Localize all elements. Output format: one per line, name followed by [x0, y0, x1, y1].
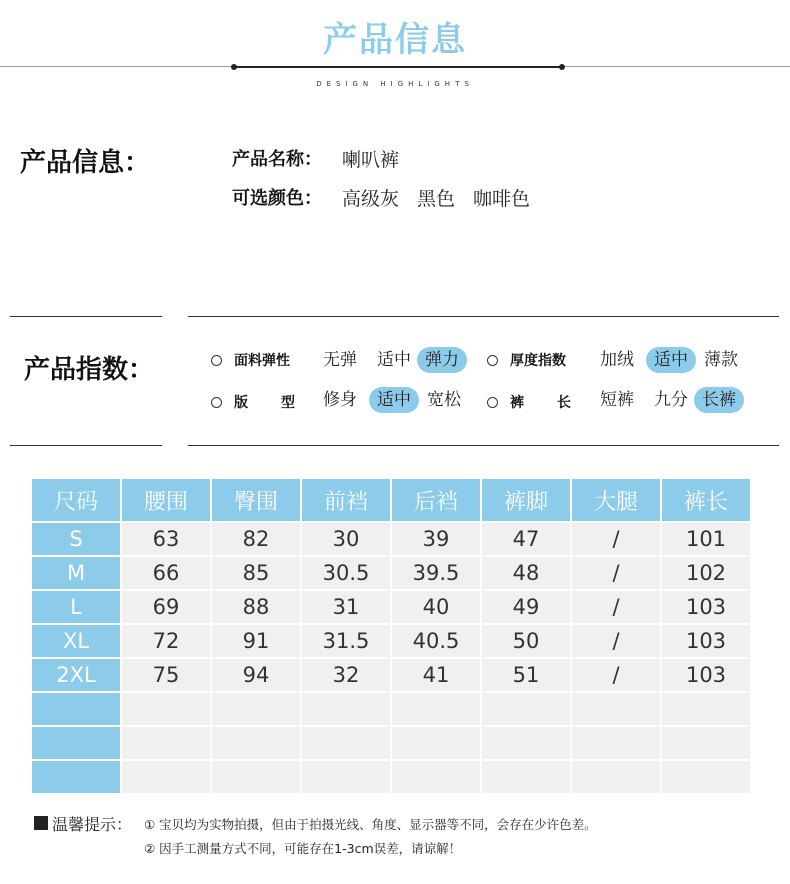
table-cell: 50 — [482, 625, 570, 657]
color-option: 黑色 — [417, 188, 456, 210]
table-cell: 31 — [302, 591, 390, 623]
table-cell: 103 — [662, 659, 750, 691]
table-header-cell: 腰围 — [122, 479, 210, 521]
table-cell: 41 — [392, 659, 480, 691]
table-cell — [572, 727, 660, 759]
length-label: 裤 — [510, 395, 524, 411]
table-cell: 31.5 — [302, 625, 390, 657]
thickness-selected: 适中 — [646, 347, 696, 373]
table-cell: / — [572, 659, 660, 691]
table-header-cell: 后裆 — [392, 479, 480, 521]
table-cell: 103 — [662, 625, 750, 657]
table-cell: 48 — [482, 557, 570, 589]
table-header-cell: 尺码 — [32, 479, 120, 521]
notice-item: ① 宝贝均为实物拍摄，但由于拍摄光线、角度、显示器等不同，会存在少许色差。 — [144, 817, 597, 832]
elasticity-selected: 弹力 — [417, 347, 467, 373]
table-cell — [482, 761, 570, 793]
size-table — [30, 477, 752, 795]
table-cell — [572, 693, 660, 725]
notice-square-icon — [34, 816, 48, 830]
elasticity-option: 适中 — [377, 350, 411, 370]
table-cell — [212, 693, 300, 725]
table-cell — [302, 693, 390, 725]
table-cell: 30.5 — [302, 557, 390, 589]
table-cell: 88 — [212, 591, 300, 623]
header-accent-line — [234, 66, 562, 68]
page-subtitle: DESIGN HIGHLIGHTS — [316, 80, 474, 88]
table-cell — [392, 693, 480, 725]
table-cell: 40.5 — [392, 625, 480, 657]
table-cell — [392, 727, 480, 759]
bullet-circle-icon — [211, 355, 222, 366]
table-cell: 72 — [122, 625, 210, 657]
elasticity-label: 面料弹性 — [234, 353, 290, 369]
thickness-option: 薄款 — [704, 350, 738, 370]
color-option: 高级灰 — [342, 188, 400, 210]
size-cell: M — [32, 557, 120, 589]
table-cell — [122, 761, 210, 793]
table-cell: 39 — [392, 523, 480, 555]
table-cell: 91 — [212, 625, 300, 657]
table-cell — [212, 727, 300, 759]
table-row — [32, 727, 750, 759]
table-cell — [482, 727, 570, 759]
table-cell: 30 — [302, 523, 390, 555]
table-cell: / — [572, 523, 660, 555]
table-cell: 69 — [122, 591, 210, 623]
table-cell — [302, 761, 390, 793]
divider-left-bottom — [10, 445, 162, 446]
table-cell: 39.5 — [392, 557, 480, 589]
size-cell: 2XL — [32, 659, 120, 691]
table-cell — [662, 761, 750, 793]
indices-heading: 产品指数： — [24, 355, 155, 385]
bullet-circle-icon — [487, 355, 498, 366]
size-cell — [32, 693, 120, 725]
table-header-row — [32, 479, 750, 521]
table-cell: 63 — [122, 523, 210, 555]
table-cell — [662, 727, 750, 759]
table-cell: 102 — [662, 557, 750, 589]
bullet-circle-icon — [211, 397, 222, 408]
table-cell: 47 — [482, 523, 570, 555]
table-header-cell: 前裆 — [302, 479, 390, 521]
fit-selected: 适中 — [369, 387, 419, 413]
size-cell — [32, 727, 120, 759]
name-label: 产品名称： — [232, 149, 322, 170]
table-cell — [392, 761, 480, 793]
table-header-cell: 裤长 — [662, 479, 750, 521]
size-cell: XL — [32, 625, 120, 657]
table-cell: 40 — [392, 591, 480, 623]
color-option: 咖啡色 — [473, 188, 531, 210]
page-title: 产品信息 — [323, 20, 467, 60]
table-cell — [122, 693, 210, 725]
thickness-option: 加绒 — [600, 350, 634, 370]
notice-label: 温馨提示： — [52, 815, 133, 834]
table-row — [32, 523, 750, 555]
table-cell — [482, 693, 570, 725]
table-cell: 101 — [662, 523, 750, 555]
table-cell — [662, 693, 750, 725]
table-cell: 49 — [482, 591, 570, 623]
divider-right-bottom — [188, 445, 779, 446]
divider-right-top — [188, 316, 779, 317]
line-dot-right — [559, 64, 565, 70]
elasticity-option: 无弹 — [323, 350, 357, 370]
table-cell: / — [572, 625, 660, 657]
table-header-cell: 臀围 — [212, 479, 300, 521]
table-cell: 32 — [302, 659, 390, 691]
divider-left-top — [10, 316, 162, 317]
bullet-circle-icon — [487, 397, 498, 408]
table-cell: 85 — [212, 557, 300, 589]
table-cell — [572, 761, 660, 793]
name-value: 喇叭裤 — [342, 149, 400, 171]
table-header-cell: 裤脚 — [482, 479, 570, 521]
fit-option: 修身 — [323, 390, 357, 410]
table-cell: 103 — [662, 591, 750, 623]
fit-label: 版 — [234, 395, 248, 411]
table-cell — [122, 727, 210, 759]
fit-label: 型 — [281, 395, 295, 411]
info-heading: 产品信息： — [20, 148, 151, 178]
size-cell: L — [32, 591, 120, 623]
fit-option: 宽松 — [427, 390, 461, 410]
table-cell: / — [572, 557, 660, 589]
table-row — [32, 659, 750, 691]
notice-item: ② 因手工测量方式不同，可能存在1-3cm误差，请谅解！ — [144, 841, 462, 856]
length-option: 九分 — [654, 390, 688, 410]
table-cell — [212, 761, 300, 793]
table-row — [32, 625, 750, 657]
line-dot-left — [231, 64, 237, 70]
thickness-label: 厚度指数 — [510, 353, 566, 369]
table-row — [32, 557, 750, 589]
table-cell: 94 — [212, 659, 300, 691]
table-row — [32, 693, 750, 725]
length-selected: 长裤 — [694, 387, 744, 413]
table-cell: 66 — [122, 557, 210, 589]
table-cell — [302, 727, 390, 759]
table-cell: 82 — [212, 523, 300, 555]
table-cell: / — [572, 591, 660, 623]
size-cell: S — [32, 523, 120, 555]
table-header-cell: 大腿 — [572, 479, 660, 521]
length-label: 长 — [557, 395, 571, 411]
table-cell: 51 — [482, 659, 570, 691]
length-option: 短裤 — [600, 390, 634, 410]
color-label: 可选颜色： — [232, 188, 322, 209]
table-row — [32, 761, 750, 793]
table-row — [32, 591, 750, 623]
table-cell: 75 — [122, 659, 210, 691]
size-cell — [32, 761, 120, 793]
